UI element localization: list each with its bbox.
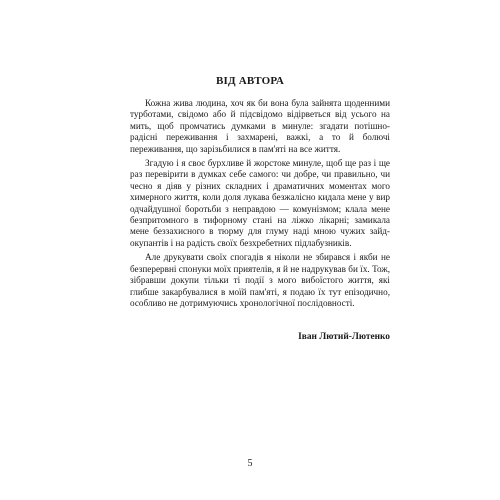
author-signature: Іван Лютий-Лютенко: [298, 332, 390, 342]
page-title: ВІД АВТОРА: [215, 75, 285, 87]
page-number: 5: [247, 458, 253, 469]
paragraph-1: Кожна жива людина, хоч як би вона була зайнята щоденними турботами, свідомо або й підсвідомо відірветься від усього на мить, щоб промчатись думками в минуле: згадати потішно-радісні переживання і захмарені, важкі, а то й болючі переживання, що зарізьбилися в пам'яті на все життя.: [130, 98, 390, 154]
paragraph-3: Але друкувати своїх спогадів я ніколи не збирався і якби не безперервні спонуки моїх приятелів, я й не надрукував би їх. Тож, зібравши докупи тільки ті події з мого вибоїстого життя, які глибше закарбувалися в моїй пам'яті, я подаю їх тут епізодично, особливо не дотримуючись хронологічної послідовності.: [130, 252, 390, 308]
paragraph-2: Згадую і я своє бурхливе й жорстоке минуле, щоб ще раз і ще раз перевірити в думках себе самого: чи добре, чи правильно, чи чесно я діяв у різних складних і драматичних моментах мого химерного життя, коли доля лукава безжалісно кидала мене у вир одчайдушної боротьби з неправдою — комунізмом; клала мене безпритомного в тифорному стані на ліжко лікарні; замикала мене беззахисного в тюрму для глуму наді мною чужих зайд-окупантів і на радість своїх безхребетних підлабузників.: [130, 158, 390, 248]
preface-text: [130, 98, 390, 312]
